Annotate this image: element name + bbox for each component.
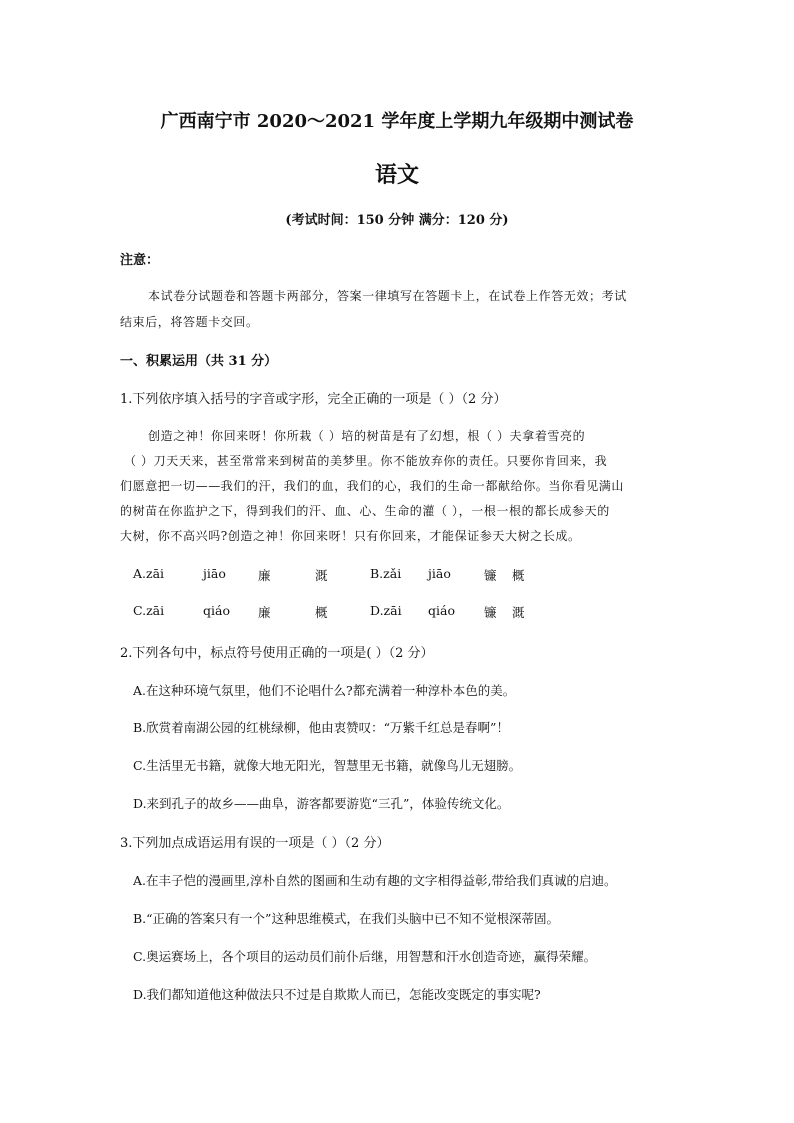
q3-option-c: C.奥运赛场上，各个项目的运动员们前仆后继，用智慧和汗水创造奇迹，赢得荣耀。: [133, 949, 597, 964]
q1-option-c-char1: 廉: [258, 605, 271, 620]
question-3-stem: 3.下列加点成语运用有误的一项是（ ）（2 分）: [120, 836, 390, 851]
exam-info: (考试时间：150 分钟 满分：120 分): [285, 213, 509, 228]
q2-option-d: D.来到孔子的故乡——曲阜，游客都要游览“三孔”，体验传统文化。: [133, 796, 510, 811]
q1-passage-line-1: 创造之神！你回来呀！你所栽（ ）培的树苗是有了幻想，根（ ）夫拿着雪亮的: [148, 429, 586, 443]
q1-option-b-pinyin1: B.zǎi: [370, 566, 402, 581]
q1-passage-line-4: 的树苗在你监护之下，得到我们的汗、血、心、生命的灌（ ），一根一根的都长成参天的: [120, 504, 610, 518]
q1-option-b-pinyin2: jiāo: [428, 566, 451, 581]
q1-option-d-char1: 镰: [484, 605, 497, 620]
subject-heading: 语文: [374, 162, 419, 188]
q1-option-c-char2: 概: [315, 605, 328, 620]
q3-option-b: B.“正确的答案只有一个”这种思维模式，在我们头脑中已不知不觉根深蒂固。: [133, 911, 559, 926]
q3-option-a: A.在丰子恺的漫画里,淳朴自然的图画和生动有趣的文字相得益彰,带给我们真诚的启迪。: [133, 873, 617, 888]
notice-line-1: 本试卷分试题卷和答题卡两部分，答案一律填写在答题卡上，在试卷上作答无效；考试: [148, 289, 627, 303]
q1-option-d-pinyin2: qiáo: [428, 603, 455, 618]
q1-passage-line-2: （ ）刀天天来，甚至常常来到树苗的美梦里。你不能放弃你的责任。只要你肯回来，我: [124, 454, 608, 468]
q2-option-a: A.在这种环境气氛里，他们不论唱什么?都充满着一种淳朴本色的美。: [133, 683, 516, 698]
q1-option-a-char1: 廉: [258, 568, 271, 583]
q2-option-c: C.生活里无书籍，就像大地无阳光，智慧里无书籍，就像鸟儿无翅膀。: [133, 758, 522, 773]
q1-option-c-pinyin1: C.zāi: [133, 603, 165, 618]
q1-option-d-pinyin1: D.zāi: [370, 603, 402, 618]
q1-option-d-char2: 溉: [512, 605, 525, 620]
q1-option-c-pinyin2: qiáo: [203, 603, 230, 618]
notice-line-2: 结束后，将答题卡交回。: [120, 315, 259, 329]
document-title: 广西南宁市 2020～2021 学年度上学期九年级期中测试卷: [160, 111, 634, 132]
q1-option-b-char2: 概: [512, 568, 525, 583]
q1-option-a-pinyin2: jiāo: [203, 566, 226, 581]
q1-option-b-char1: 镰: [484, 568, 497, 583]
q2-option-b: B.欣赏着南湖公园的红桃绿柳，他由衷赞叹：“万紫千红总是春啊”！: [133, 720, 509, 735]
q1-passage-line-3: 们愿意把一切——我们的汗，我们的血，我们的心，我们的生命一都献给你。当你看见满山: [120, 479, 625, 493]
q1-option-a-pinyin1: A.zāi: [133, 566, 165, 581]
q1-option-a-char2: 溉: [315, 568, 328, 583]
notice-label: 注意：: [120, 253, 160, 268]
section-1-heading: 一、积累运用（共 31 分）: [120, 354, 278, 369]
q3-option-d: D.我们都知道他这种做法只不过是自欺欺人而已，怎能改变既定的事实呢?: [133, 987, 541, 1002]
question-2-stem: 2.下列各句中，标点符号使用正确的一项是( ）（2 分）: [120, 646, 434, 661]
q1-passage-line-5: 大树，你不高兴吗?创造之神！你回来呀！只有你回来，才能保证参天大树之长成。: [120, 529, 581, 543]
question-1-stem: 1.下列依序填入括号的字音或字形，完全正确的一项是（ ）（2 分）: [120, 392, 507, 407]
